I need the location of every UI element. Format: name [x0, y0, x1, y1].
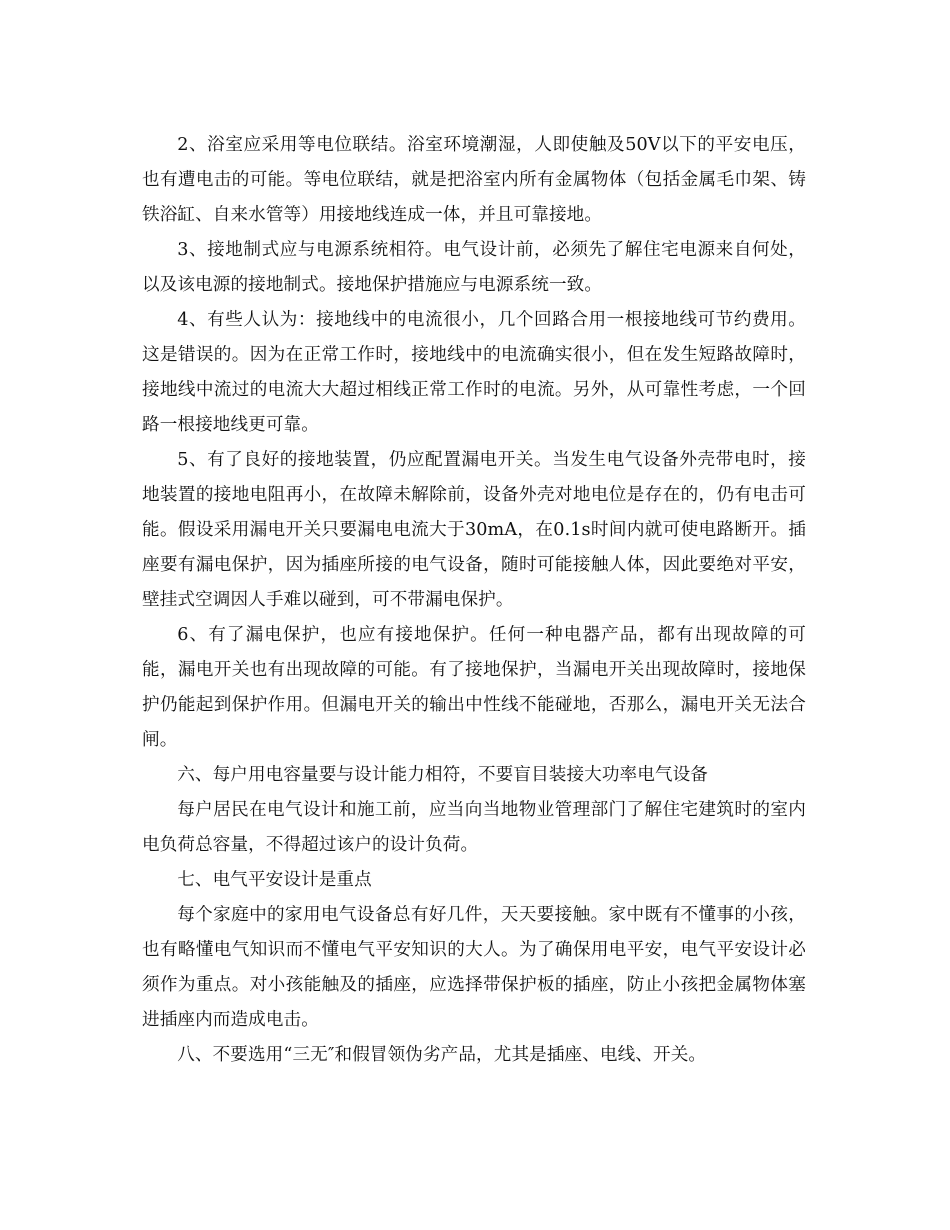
section-heading-products: 八、不要选用“三无″和假冒领伪劣产品，尤其是插座、电线、开关。: [177, 1045, 707, 1065]
section-heading-safety: 七、电气平安设计是重点: [177, 870, 372, 890]
document-body: [142, 128, 806, 1073]
paragraph-bonding: 2、浴室应采用等电位联结。浴室环境潮湿，人即使触及50V以下的平安电压，也有遭电击的可能。等电位联结，就是把浴室内所有金属物体（包括金属毛巾架、铸铁浴缸、自来水管等）用接地线连成一体，并且可靠接地。: [142, 135, 806, 225]
paragraph-capacity: 每户居民在电气设计和施工前，应当向当地物业管理部门了解住宅建筑时的室内电负荷总容量，不得超过该户的设计负荷。: [142, 800, 806, 855]
paragraph-grounding-system: 3、接地制式应与电源系统相符。电气设计前，必须先了解住宅电源来自何处，以及该电源的接地制式。接地保护措施应与电源系统一致。: [142, 240, 806, 295]
section-heading-capacity: 六、每户用电容量要与设计能力相符，不要盲目装接大功率电气设备: [177, 765, 709, 785]
paragraph-leakage-and-ground: 6、有了漏电保护，也应有接地保护。任何一种电器产品，都有出现故障的可能，漏电开关也有出现故障的可能。有了接地保护，当漏电开关出现故障时，接地保护仍能起到保护作用。但漏电开关的输出中性线不能碰地，否那么，漏电开关无法合闸。: [142, 625, 806, 750]
paragraph-safety: 每个家庭中的家用电气设备总有好几件，天天要接触。家中既有不懂事的小孩，也有略懂电气知识而不懂电气平安知识的大人。为了确保用电平安，电气平安设计必须作为重点。对小孩能触及的插座，应选择带保护板的插座，防止小孩把金属物体塞进插座内而造成电击。: [142, 905, 806, 1030]
paragraph-leakage-switch: 5、有了良好的接地装置，仍应配置漏电开关。当发生电气设备外壳带电时，接地装置的接地电阻再小，在故障未解除前，设备外壳对地电位是存在的，仍有电击可能。假设采用漏电开关只要漏电电流大于30mA，在0.1s时间内就可使电路断开。插座要有漏电保护，因为插座所接的电气设备，随时可能接触人体，因此要绝对平安，壁挂式空调因人手难以碰到，可不带漏电保护。: [142, 450, 806, 610]
paragraph-shared-ground-wire: 4、有些人认为：接地线中的电流很小，几个回路合用一根接地线可节约费用。这是错误的。因为在正常工作时，接地线中的电流确实很小，但在发生短路故障时，接地线中流过的电流大大超过相线正常工作时的电流。另外，从可靠性考虑，一个回路一根接地线更可靠。: [142, 310, 806, 435]
